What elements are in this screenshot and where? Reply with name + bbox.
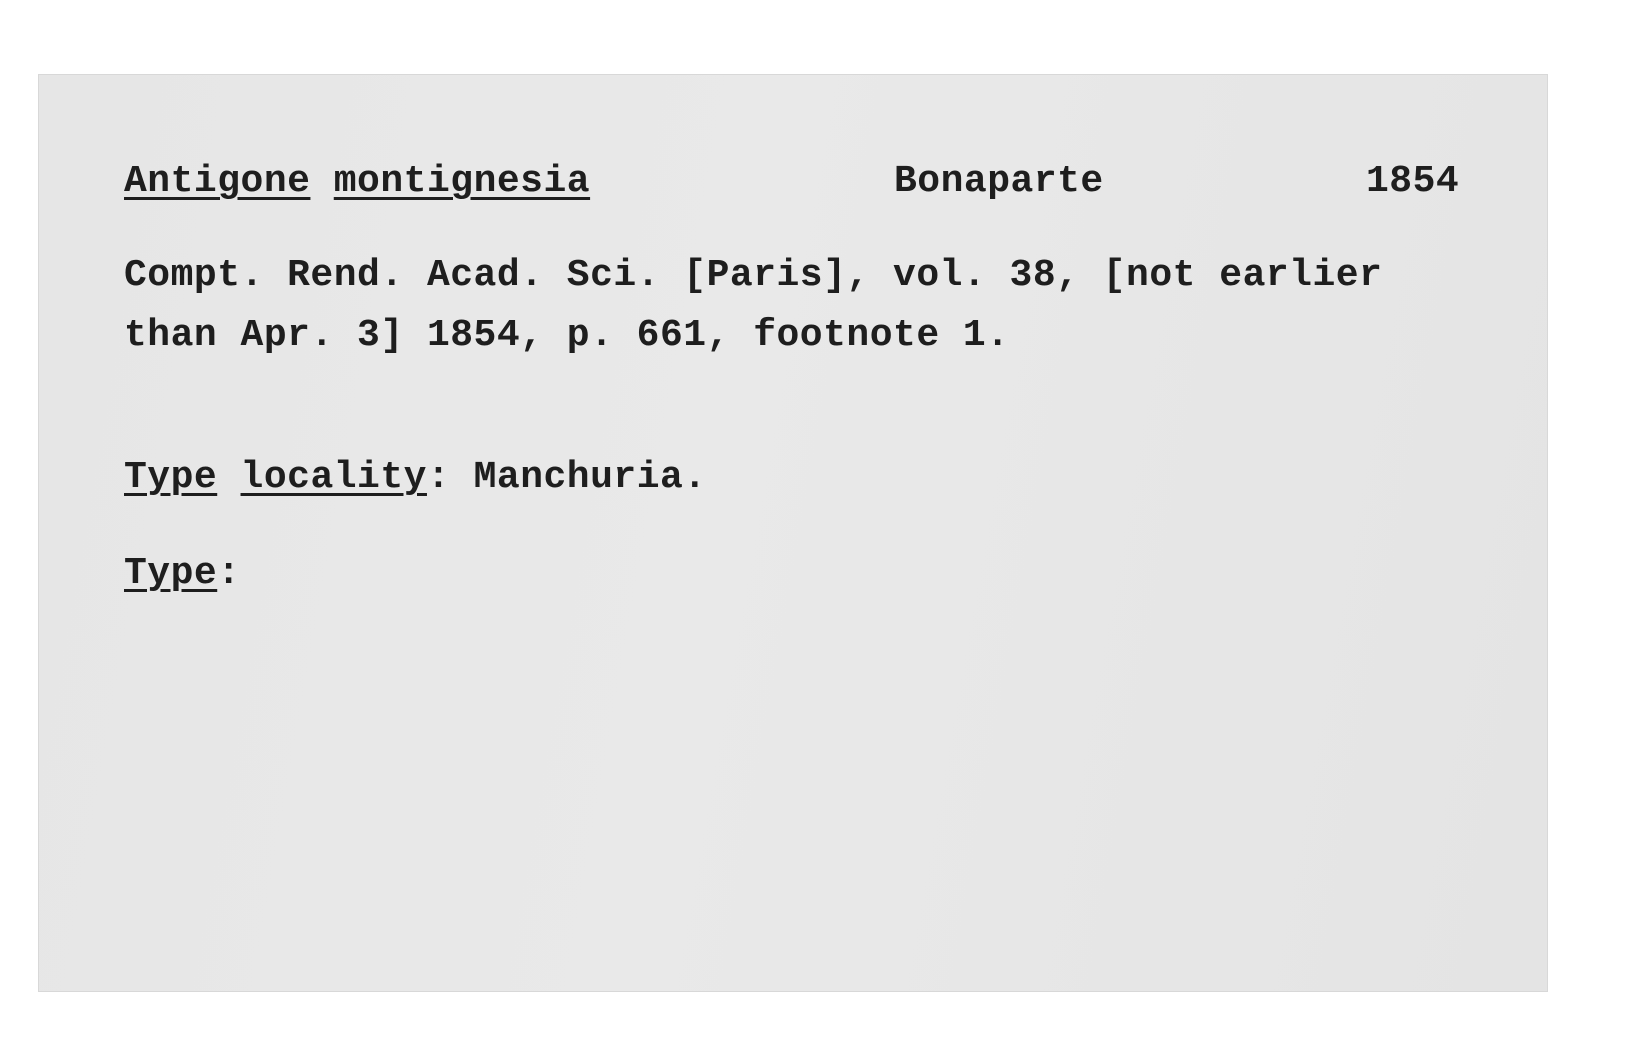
- type-row: [124, 552, 241, 595]
- type-label: Type: [124, 552, 218, 595]
- citation-line-2: than Apr. 3] 1854, p. 661, footnote 1.: [124, 314, 1010, 357]
- index-card: [38, 74, 1548, 992]
- type-locality-value: Manchuria.: [473, 456, 707, 499]
- citation-line-1: Compt. Rend. Acad. Sci. [Paris], vol. 38, [not earlier: [124, 254, 1383, 297]
- type-colon: :: [217, 552, 241, 595]
- type-locality-colon: :: [426, 456, 451, 499]
- type-locality-label-word2: locality: [240, 456, 427, 499]
- genus-name: Antigone: [124, 160, 311, 203]
- type-locality-row: [124, 456, 707, 499]
- type-locality-label-word1: Type: [124, 456, 218, 499]
- year: 1854: [1366, 160, 1460, 203]
- species-name: montignesia: [333, 160, 591, 203]
- name-heading-row: [124, 160, 590, 203]
- author-name: Bonaparte: [894, 160, 1104, 203]
